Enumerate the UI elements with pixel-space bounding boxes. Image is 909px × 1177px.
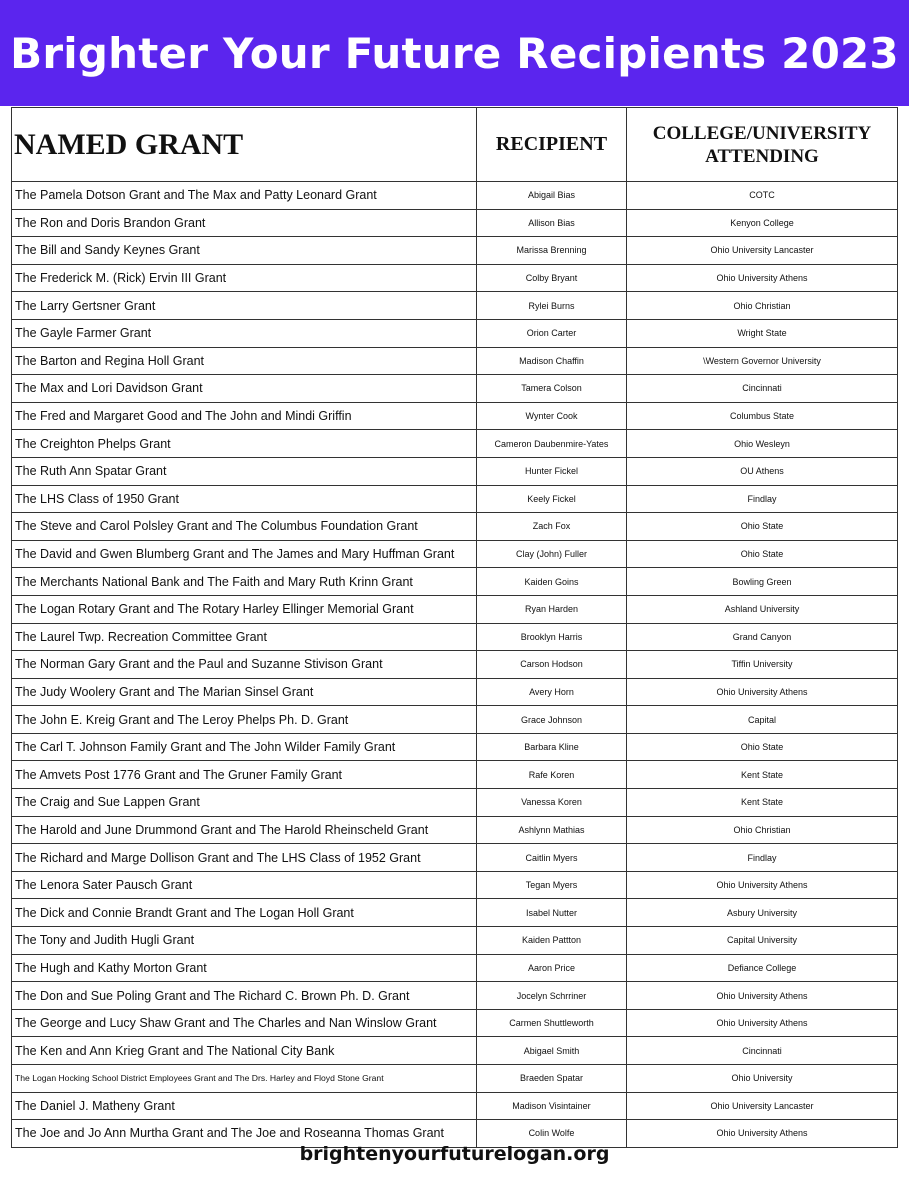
grant-cell: The Tony and Judith Hugli Grant <box>12 927 477 955</box>
table-row <box>12 237 898 265</box>
college-cell: Capital University <box>627 927 898 955</box>
recipient-cell: Allison Bias <box>477 209 627 237</box>
college-cell: Ohio University Athens <box>627 264 898 292</box>
grant-cell: The Norman Gary Grant and the Paul and Suzanne Stivison Grant <box>12 651 477 679</box>
college-cell: Kent State <box>627 789 898 817</box>
college-cell: Ohio State <box>627 733 898 761</box>
grant-cell: The George and Lucy Shaw Grant and The Charles and Nan Winslow Grant <box>12 1009 477 1037</box>
college-cell: Ohio University Athens <box>627 678 898 706</box>
college-cell: Ohio University Lancaster <box>627 237 898 265</box>
recipient-cell: Clay (John) Fuller <box>477 540 627 568</box>
table-row <box>12 927 898 955</box>
grant-cell: The Larry Gertsner Grant <box>12 292 477 320</box>
grant-cell: The Max and Lori Davidson Grant <box>12 375 477 403</box>
table-row <box>12 292 898 320</box>
recipient-cell: Colin Wolfe <box>477 1120 627 1148</box>
grant-cell: The Gayle Farmer Grant <box>12 319 477 347</box>
college-cell: Ohio Christian <box>627 292 898 320</box>
grant-cell: The Daniel J. Matheny Grant <box>12 1092 477 1120</box>
college-cell: Columbus State <box>627 402 898 430</box>
table-row <box>12 844 898 872</box>
table-row <box>12 347 898 375</box>
grant-cell: The Hugh and Kathy Morton Grant <box>12 954 477 982</box>
grant-cell: The Judy Woolery Grant and The Marian Sinsel Grant <box>12 678 477 706</box>
table-row <box>12 264 898 292</box>
college-cell: Ohio University <box>627 1065 898 1093</box>
recipient-cell: Tamera Colson <box>477 375 627 403</box>
grant-cell: The Creighton Phelps Grant <box>12 430 477 458</box>
table-row <box>12 678 898 706</box>
recipient-cell: Kaiden Pattton <box>477 927 627 955</box>
grant-cell: The Pamela Dotson Grant and The Max and Patty Leonard Grant <box>12 182 477 210</box>
recipients-table <box>11 107 898 1148</box>
college-cell: Ashland University <box>627 595 898 623</box>
recipient-cell: Wynter Cook <box>477 402 627 430</box>
grant-cell: The Bill and Sandy Keynes Grant <box>12 237 477 265</box>
college-cell: \Western Governor University <box>627 347 898 375</box>
college-cell: Wright State <box>627 319 898 347</box>
table-row <box>12 789 898 817</box>
college-cell: Ohio University Athens <box>627 1009 898 1037</box>
grant-cell: The Richard and Marge Dollison Grant and The LHS Class of 1952 Grant <box>12 844 477 872</box>
recipient-cell: Zach Fox <box>477 513 627 541</box>
grant-cell: The Amvets Post 1776 Grant and The Gruner Family Grant <box>12 761 477 789</box>
college-cell: Ohio Wesleyn <box>627 430 898 458</box>
recipient-cell: Keely Fickel <box>477 485 627 513</box>
college-cell: Cincinnati <box>627 1037 898 1065</box>
column-header-named-grant: NAMED GRANT <box>12 108 477 182</box>
recipient-cell: Isabel Nutter <box>477 899 627 927</box>
grant-cell: The Carl T. Johnson Family Grant and The John Wilder Family Grant <box>12 733 477 761</box>
recipient-cell: Grace Johnson <box>477 706 627 734</box>
recipient-cell: Madison Chaffin <box>477 347 627 375</box>
college-cell: Findlay <box>627 485 898 513</box>
college-cell: Ohio University Lancaster <box>627 1092 898 1120</box>
recipient-cell: Jocelyn Schrriner <box>477 982 627 1010</box>
recipient-cell: Madison Visintainer <box>477 1092 627 1120</box>
table-row <box>12 568 898 596</box>
grant-cell: The Lenora Sater Pausch Grant <box>12 871 477 899</box>
table-row <box>12 182 898 210</box>
table-row <box>12 319 898 347</box>
table-row <box>12 899 898 927</box>
college-cell: Grand Canyon <box>627 623 898 651</box>
college-cell: Cincinnati <box>627 375 898 403</box>
recipient-cell: Rafe Koren <box>477 761 627 789</box>
grant-cell: The Fred and Margaret Good and The John and Mindi Griffin <box>12 402 477 430</box>
column-header-college: COLLEGE/UNIVERSITY ATTENDING <box>627 108 898 182</box>
college-cell: Ohio State <box>627 513 898 541</box>
recipient-cell: Caitlin Myers <box>477 844 627 872</box>
recipient-cell: Abigail Bias <box>477 182 627 210</box>
grant-cell: The Steve and Carol Polsley Grant and The Columbus Foundation Grant <box>12 513 477 541</box>
college-cell: Kent State <box>627 761 898 789</box>
college-cell: COTC <box>627 182 898 210</box>
table-row <box>12 1009 898 1037</box>
table-row <box>12 651 898 679</box>
table-row <box>12 871 898 899</box>
college-cell: Ohio University Athens <box>627 982 898 1010</box>
grant-cell: The LHS Class of 1950 Grant <box>12 485 477 513</box>
table-row <box>12 485 898 513</box>
recipient-cell: Rylei Burns <box>477 292 627 320</box>
grant-cell: The Ruth Ann Spatar Grant <box>12 457 477 485</box>
college-cell: Ohio Christian <box>627 816 898 844</box>
recipient-cell: Tegan Myers <box>477 871 627 899</box>
college-cell: Tiffin University <box>627 651 898 679</box>
grant-cell: The Ron and Doris Brandon Grant <box>12 209 477 237</box>
recipient-cell: Avery Horn <box>477 678 627 706</box>
grant-cell: The David and Gwen Blumberg Grant and The James and Mary Huffman Grant <box>12 540 477 568</box>
table-row <box>12 623 898 651</box>
column-header-recipient: RECIPIENT <box>477 108 627 182</box>
college-cell: Bowling Green <box>627 568 898 596</box>
table-row <box>12 733 898 761</box>
recipient-cell: Kaiden Goins <box>477 568 627 596</box>
table-row <box>12 954 898 982</box>
table-row <box>12 761 898 789</box>
footer-website: brightenyourfuturelogan.org <box>299 1143 610 1165</box>
page-title: Brighter Your Future Recipients 2023 <box>10 28 899 78</box>
college-cell: Asbury University <box>627 899 898 927</box>
college-cell: Capital <box>627 706 898 734</box>
grant-cell: The Barton and Regina Holl Grant <box>12 347 477 375</box>
college-cell: OU Athens <box>627 457 898 485</box>
grant-cell: The Frederick M. (Rick) Ervin III Grant <box>12 264 477 292</box>
recipient-cell: Orion Carter <box>477 319 627 347</box>
recipient-cell: Hunter Fickel <box>477 457 627 485</box>
table-row <box>12 982 898 1010</box>
grant-cell: The Dick and Connie Brandt Grant and The Logan Holl Grant <box>12 899 477 927</box>
grant-cell: The Logan Rotary Grant and The Rotary Harley Ellinger Memorial Grant <box>12 595 477 623</box>
table-row <box>12 595 898 623</box>
college-cell: Ohio University Athens <box>627 871 898 899</box>
college-cell: Defiance College <box>627 954 898 982</box>
title-banner <box>0 0 909 106</box>
grant-cell: The Craig and Sue Lappen Grant <box>12 789 477 817</box>
recipient-cell: Abigael Smith <box>477 1037 627 1065</box>
college-cell: Ohio State <box>627 540 898 568</box>
grant-cell: The John E. Kreig Grant and The Leroy Phelps Ph. D. Grant <box>12 706 477 734</box>
recipient-cell: Carson Hodson <box>477 651 627 679</box>
table-row <box>12 375 898 403</box>
table-body <box>12 182 898 1148</box>
table-row <box>12 1037 898 1065</box>
college-cell: Ohio University Athens <box>627 1120 898 1148</box>
recipient-cell: Cameron Daubenmire-Yates <box>477 430 627 458</box>
grant-cell: The Ken and Ann Krieg Grant and The National City Bank <box>12 1037 477 1065</box>
table-row <box>12 816 898 844</box>
table-row <box>12 540 898 568</box>
recipient-cell: Carmen Shuttleworth <box>477 1009 627 1037</box>
recipient-cell: Marissa Brenning <box>477 237 627 265</box>
recipient-cell: Brooklyn Harris <box>477 623 627 651</box>
grant-cell: The Don and Sue Poling Grant and The Richard C. Brown Ph. D. Grant <box>12 982 477 1010</box>
table-row <box>12 209 898 237</box>
table-row <box>12 402 898 430</box>
grant-cell: The Logan Hocking School District Employees Grant and The Drs. Harley and Floyd Stone Grant <box>12 1065 477 1093</box>
recipient-cell: Barbara Kline <box>477 733 627 761</box>
table-row <box>12 513 898 541</box>
table-row <box>12 1065 898 1093</box>
recipient-cell: Braeden Spatar <box>477 1065 627 1093</box>
table-row <box>12 1092 898 1120</box>
table-row <box>12 706 898 734</box>
recipient-cell: Ashlynn Mathias <box>477 816 627 844</box>
recipient-cell: Colby Bryant <box>477 264 627 292</box>
recipient-cell: Ryan Harden <box>477 595 627 623</box>
grant-cell: The Laurel Twp. Recreation Committee Grant <box>12 623 477 651</box>
table-row <box>12 457 898 485</box>
recipient-cell: Aaron Price <box>477 954 627 982</box>
table-header-row <box>12 108 898 182</box>
grant-cell: The Harold and June Drummond Grant and The Harold Rheinscheld Grant <box>12 816 477 844</box>
college-cell: Findlay <box>627 844 898 872</box>
college-cell: Kenyon College <box>627 209 898 237</box>
recipient-cell: Vanessa Koren <box>477 789 627 817</box>
grant-cell: The Merchants National Bank and The Faith and Mary Ruth Krinn Grant <box>12 568 477 596</box>
table-row <box>12 430 898 458</box>
grant-cell: The Joe and Jo Ann Murtha Grant and The Joe and Roseanna Thomas Grant <box>12 1120 477 1148</box>
